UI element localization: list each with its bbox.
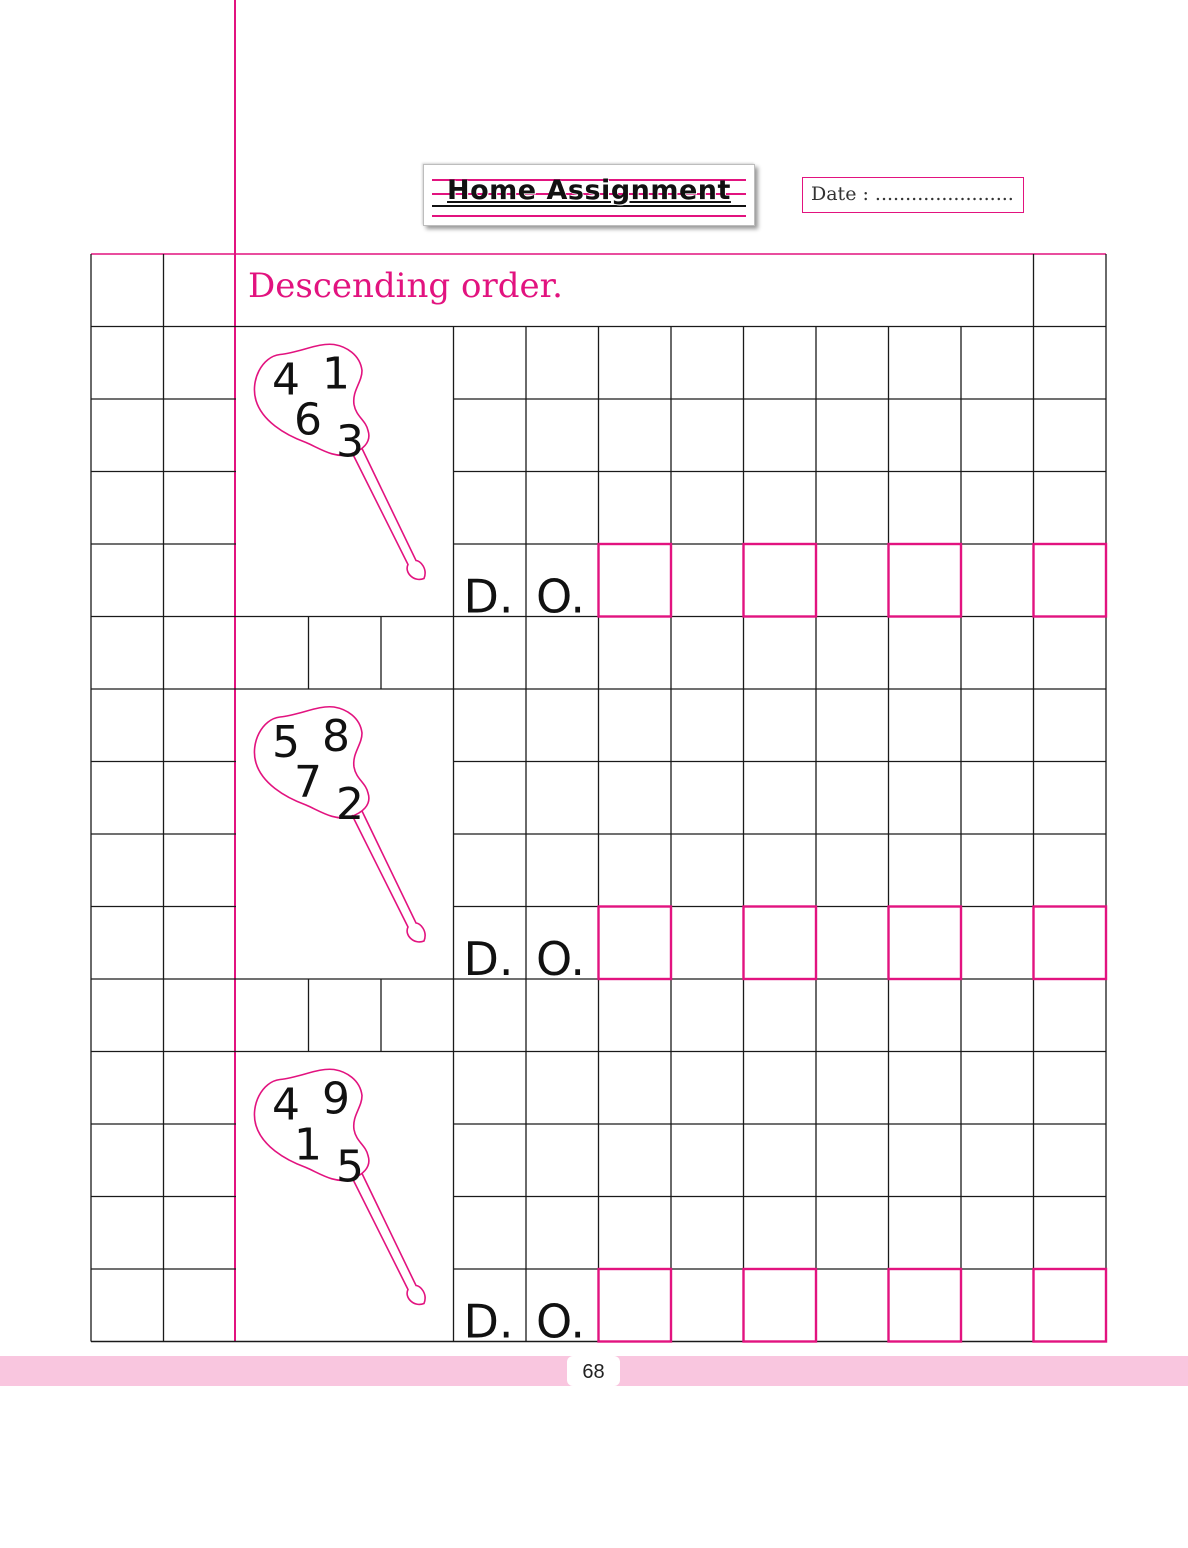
guitar-digit: 3 bbox=[336, 416, 364, 468]
answer-box[interactable] bbox=[889, 907, 962, 980]
answer-box[interactable] bbox=[599, 1269, 672, 1342]
guitar-icon bbox=[254, 344, 425, 579]
guitar-digit: 1 bbox=[294, 1119, 322, 1171]
answer-box[interactable] bbox=[889, 1269, 962, 1342]
answer-box[interactable] bbox=[599, 907, 672, 980]
date-field[interactable]: Date : ....................... bbox=[802, 177, 1024, 213]
answer-label: D. bbox=[463, 569, 514, 624]
guitar-neck bbox=[352, 1174, 425, 1305]
answer-label: O. bbox=[536, 932, 585, 986]
guitar-digit: 6 bbox=[294, 394, 322, 446]
page-title: Home Assignment bbox=[447, 175, 731, 206]
answer-box[interactable] bbox=[1034, 1269, 1107, 1342]
answer-label: D. bbox=[463, 1294, 514, 1349]
answer-label: D. bbox=[463, 932, 514, 986]
answer-label: O. bbox=[536, 1294, 585, 1349]
answer-box[interactable] bbox=[599, 544, 672, 617]
guitar-digit: 9 bbox=[322, 1073, 350, 1125]
guitar-digit: 2 bbox=[336, 779, 364, 830]
page-number: 68 bbox=[567, 1356, 620, 1386]
answer-box[interactable] bbox=[1034, 907, 1107, 980]
answer-box[interactable] bbox=[744, 1269, 817, 1342]
answer-box[interactable] bbox=[744, 907, 817, 980]
guitar-digit: 1 bbox=[322, 348, 350, 400]
guitar-digit: 5 bbox=[272, 717, 300, 768]
guitar-digit: 8 bbox=[322, 711, 350, 762]
instruction-heading: Descending order. bbox=[248, 266, 563, 306]
answer-label: O. bbox=[536, 569, 585, 624]
guitar-neck bbox=[352, 449, 425, 580]
answer-box[interactable] bbox=[1034, 544, 1107, 617]
guitar-digit: 4 bbox=[272, 354, 300, 406]
guitar-digit: 4 bbox=[272, 1079, 300, 1131]
answer-box[interactable] bbox=[889, 544, 962, 617]
answer-box[interactable] bbox=[744, 544, 817, 617]
guitar-icon bbox=[254, 1069, 425, 1304]
guitar-neck bbox=[352, 811, 425, 942]
guitar-icon bbox=[254, 707, 425, 942]
guitar-digit: 5 bbox=[336, 1141, 364, 1193]
guitar-digit: 7 bbox=[294, 757, 322, 808]
